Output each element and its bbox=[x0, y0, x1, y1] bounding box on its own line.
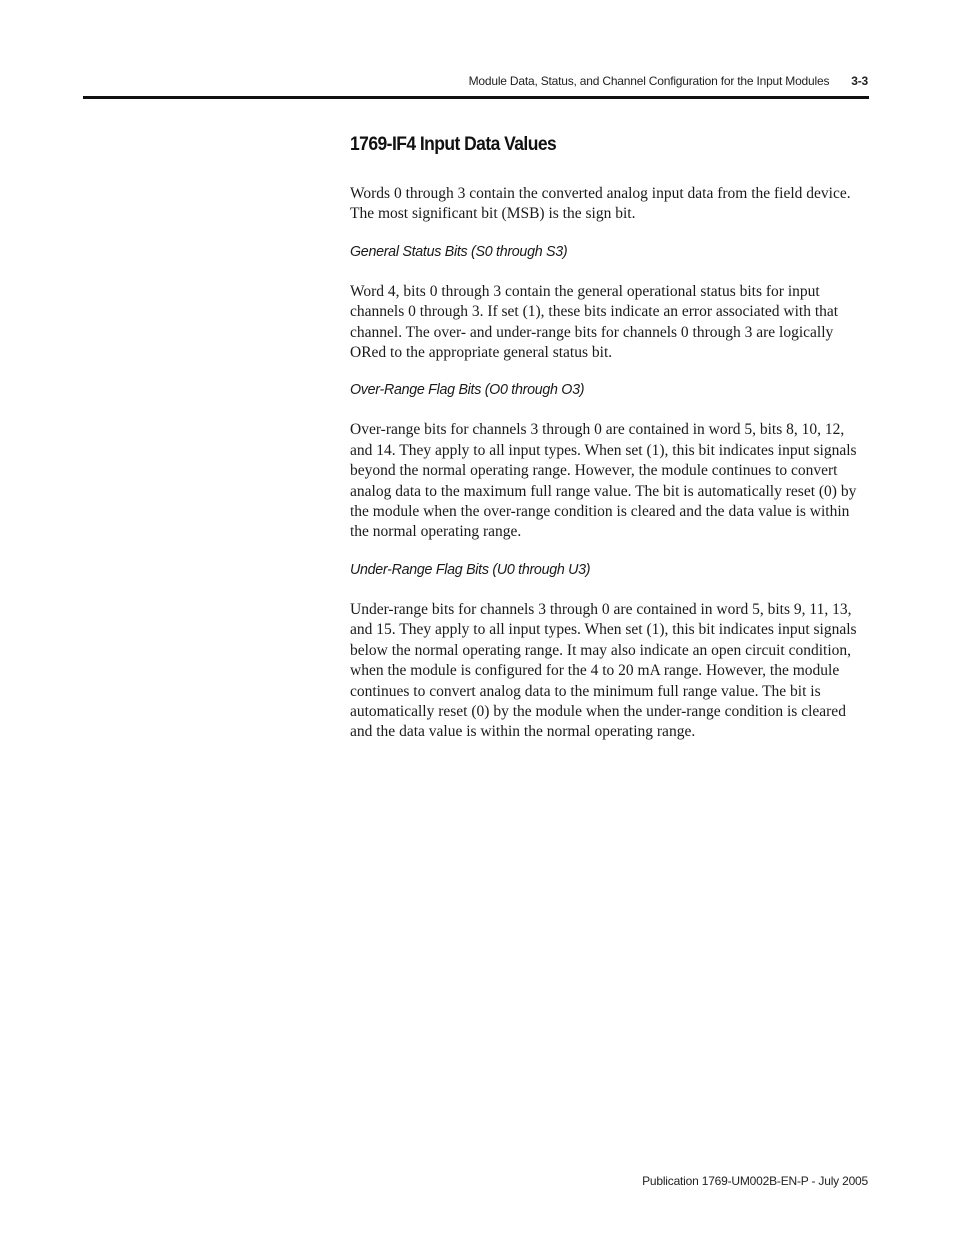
section-title: 1769-IF4 Input Data Values bbox=[350, 134, 557, 155]
subsection-body-general-status: Word 4, bits 0 through 3 contain the general operational status bits for input channels 0 through 3. If set (1), these bits indicate an error associated with that channel. The over- and under-range bits for channels 0 through 3 are logically ORed to the appropriate general status bit. bbox=[350, 282, 839, 362]
subsection-heading-over-range: Over-Range Flag Bits (O0 through O3) bbox=[350, 381, 585, 399]
subsection-heading-under-range: Under-Range Flag Bits (U0 through U3) bbox=[350, 560, 591, 578]
page-number: 3-3 bbox=[851, 74, 868, 88]
intro-paragraph: Words 0 through 3 contain the converted analog input data from the field device. The most significant bit (MSB) is the sign bit. bbox=[350, 185, 851, 223]
chapter-title: Module Data, Status, and Channel Configuration for the Input Modules bbox=[468, 74, 830, 88]
subsection-heading-general-status: General Status Bits (S0 through S3) bbox=[350, 242, 568, 260]
publication-footer: Publication 1769-UM002B-EN-P - July 2005 bbox=[642, 1174, 868, 1188]
running-header bbox=[0, 74, 868, 88]
subsection-body-over-range: Over-range bits for channels 3 through 0 are contained in word 5, bits 8, 10, 12, and 14. They apply to all input types. When set (1), this bit indicates input signals beyond the normal operating range. However, the module continues to convert analog data to the maximum full range value. The bit is automatically reset (0) by the module when the over-range condition is cleared and the data value is within the normal operating range. bbox=[350, 421, 857, 541]
main-content bbox=[350, 134, 870, 761]
header-rule bbox=[83, 96, 869, 99]
subsection-body-under-range: Under-range bits for channels 3 through 0 are contained in word 5, bits 9, 11, 13, and 15. They apply to all input types. When set (1), this bit indicates input signals below the normal operating range. It may also indicate an open circuit condition, when the module is configured for the 4 to 20 mA range. However, the module continues to convert analog data to the minimum full range value. The bit is automatically reset (0) by the module when the under-range condition is cleared and the data value is within the normal operating range. bbox=[350, 600, 857, 741]
